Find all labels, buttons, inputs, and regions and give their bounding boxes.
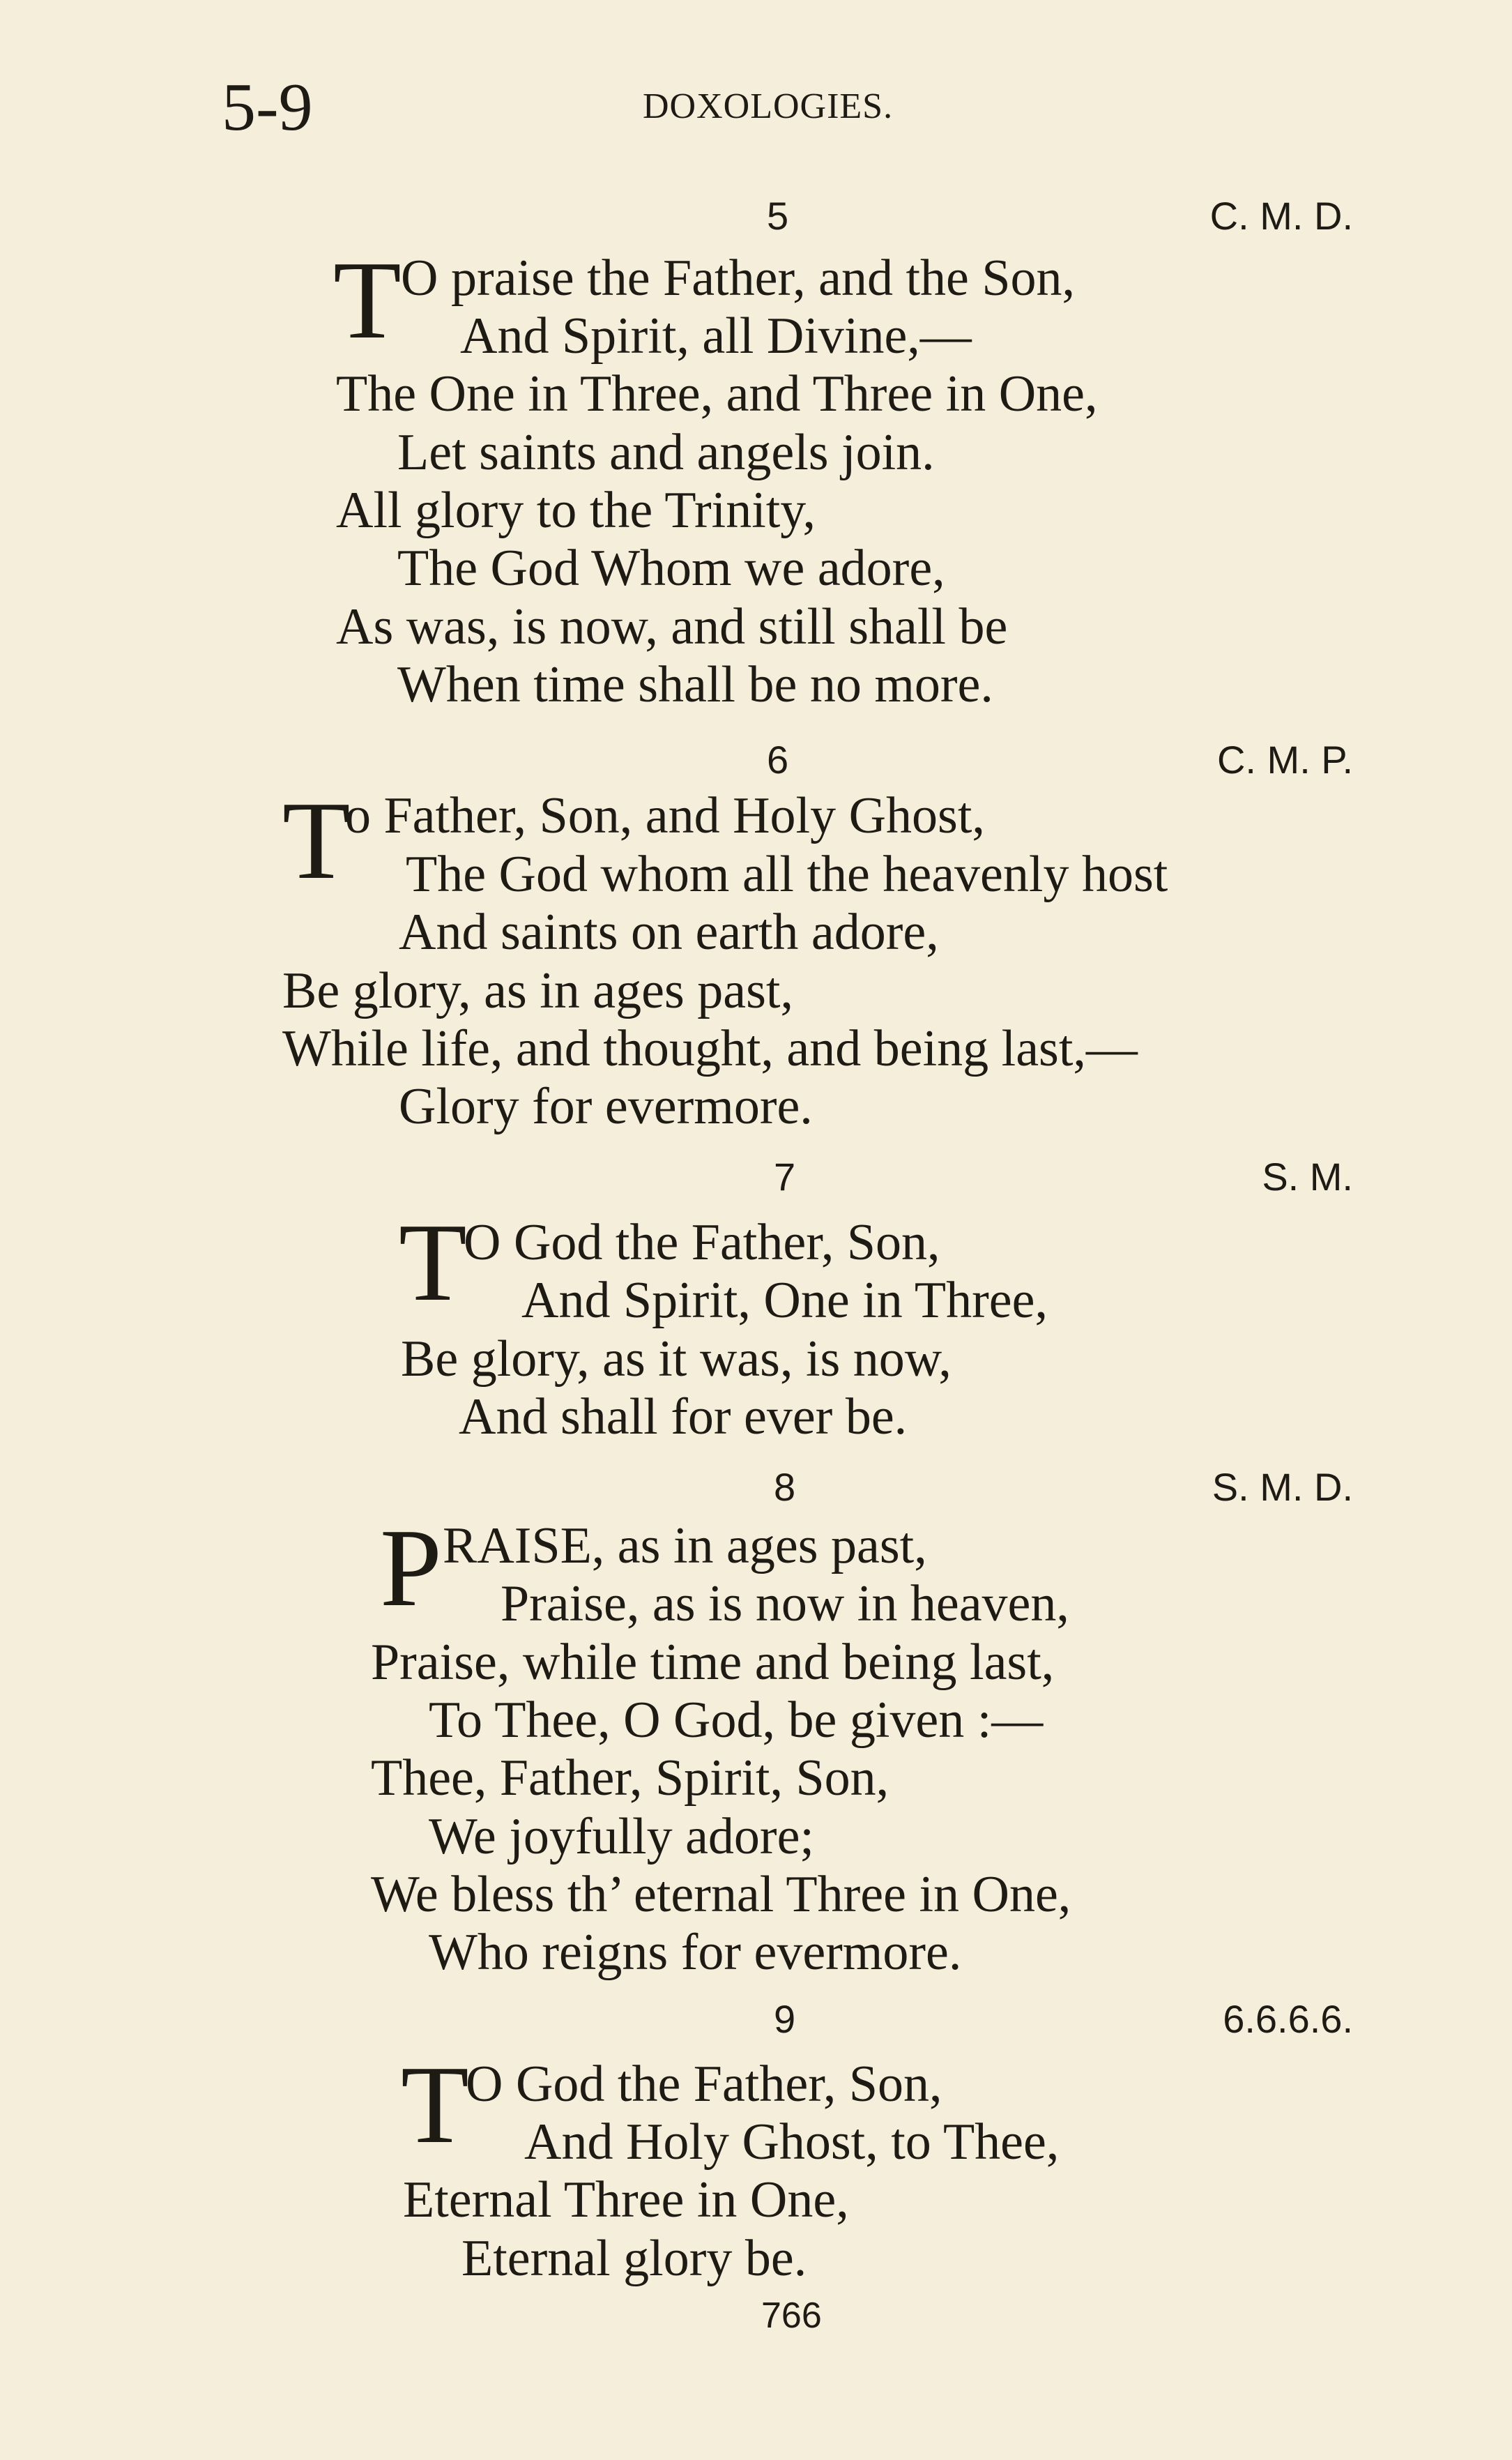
- hymn-number: 8: [774, 1465, 796, 1509]
- hymn-number: 5: [767, 194, 789, 238]
- page-number: 766: [761, 2295, 822, 2336]
- hymn-line: We bless th’ eternal Three in One,: [371, 1866, 1071, 1923]
- drop-cap: P: [380, 1505, 442, 1630]
- drop-cap: T: [282, 778, 351, 902]
- hymn-line: As was, is now, and still shall be: [336, 598, 1008, 655]
- page-range: 5-9: [222, 70, 313, 145]
- hymn-line: O praise the Father, and the Son,: [401, 250, 1076, 307]
- hymn-line: RAISE, as in ages past,: [443, 1517, 927, 1574]
- hymn-line: Who reigns for evermore.: [429, 1924, 962, 1981]
- hymn-line: We joyfully adore;: [429, 1808, 814, 1865]
- hymn-meter: 6.6.6.6.: [1223, 1997, 1353, 2041]
- hymn-meter: C. M. P.: [1216, 738, 1353, 782]
- hymn-line: O God the Father, Son,: [464, 1214, 940, 1271]
- hymn-line: Praise, as is now in heaven,: [501, 1575, 1069, 1632]
- hymn-line: o Father, Son, and Holy Ghost,: [345, 787, 985, 844]
- hymn-line: And Holy Ghost, to Thee,: [524, 2113, 1060, 2171]
- running-title: DOXOLOGIES.: [643, 86, 894, 126]
- hymn-line: The God Whom we adore,: [397, 540, 945, 597]
- hymn-line: Let saints and angels join.: [397, 424, 935, 481]
- hymn-line: Eternal Three in One,: [403, 2171, 849, 2229]
- hymn-meter: C. M. D.: [1209, 194, 1353, 238]
- hymn-line: Glory for evermore.: [399, 1078, 813, 1135]
- hymn-line: All glory to the Trinity,: [336, 482, 816, 539]
- drop-cap: T: [401, 2042, 469, 2166]
- hymn-number: 6: [767, 738, 789, 782]
- hymn-number: 7: [774, 1155, 796, 1199]
- hymn-line: Be glory, as in ages past,: [282, 962, 793, 1019]
- hymn-line: Eternal glory be.: [461, 2230, 807, 2287]
- hymn-line: And saints on earth adore,: [399, 904, 939, 961]
- hymn-line: When time shall be no more.: [397, 656, 993, 713]
- hymn-meter: S. M.: [1262, 1155, 1353, 1199]
- hymn-number: 9: [774, 1997, 796, 2041]
- hymn-line: The One in Three, and Three in One,: [336, 365, 1098, 423]
- hymn-line: The God whom all the heavenly host: [406, 846, 1168, 903]
- hymn-line: And Spirit, One in Three,: [521, 1272, 1048, 1329]
- hymn-line: Praise, while time and being last,: [371, 1634, 1055, 1691]
- hymn-meter: S. M. D.: [1212, 1465, 1353, 1509]
- hymn-line: Be glory, as it was, is now,: [401, 1330, 952, 1388]
- drop-cap: T: [399, 1200, 467, 1324]
- drop-cap: T: [333, 238, 402, 362]
- hymn-line: Thee, Father, Spirit, Son,: [371, 1749, 889, 1807]
- hymn-line: And shall for ever be.: [459, 1388, 908, 1445]
- hymn-line: While life, and thought, and being last,—: [282, 1020, 1138, 1077]
- hymn-line: O God the Father, Son,: [466, 2056, 942, 2113]
- hymn-line: And Spirit, all Divine,—: [460, 308, 972, 365]
- hymn-line: To Thee, O God, be given :—: [429, 1692, 1044, 1749]
